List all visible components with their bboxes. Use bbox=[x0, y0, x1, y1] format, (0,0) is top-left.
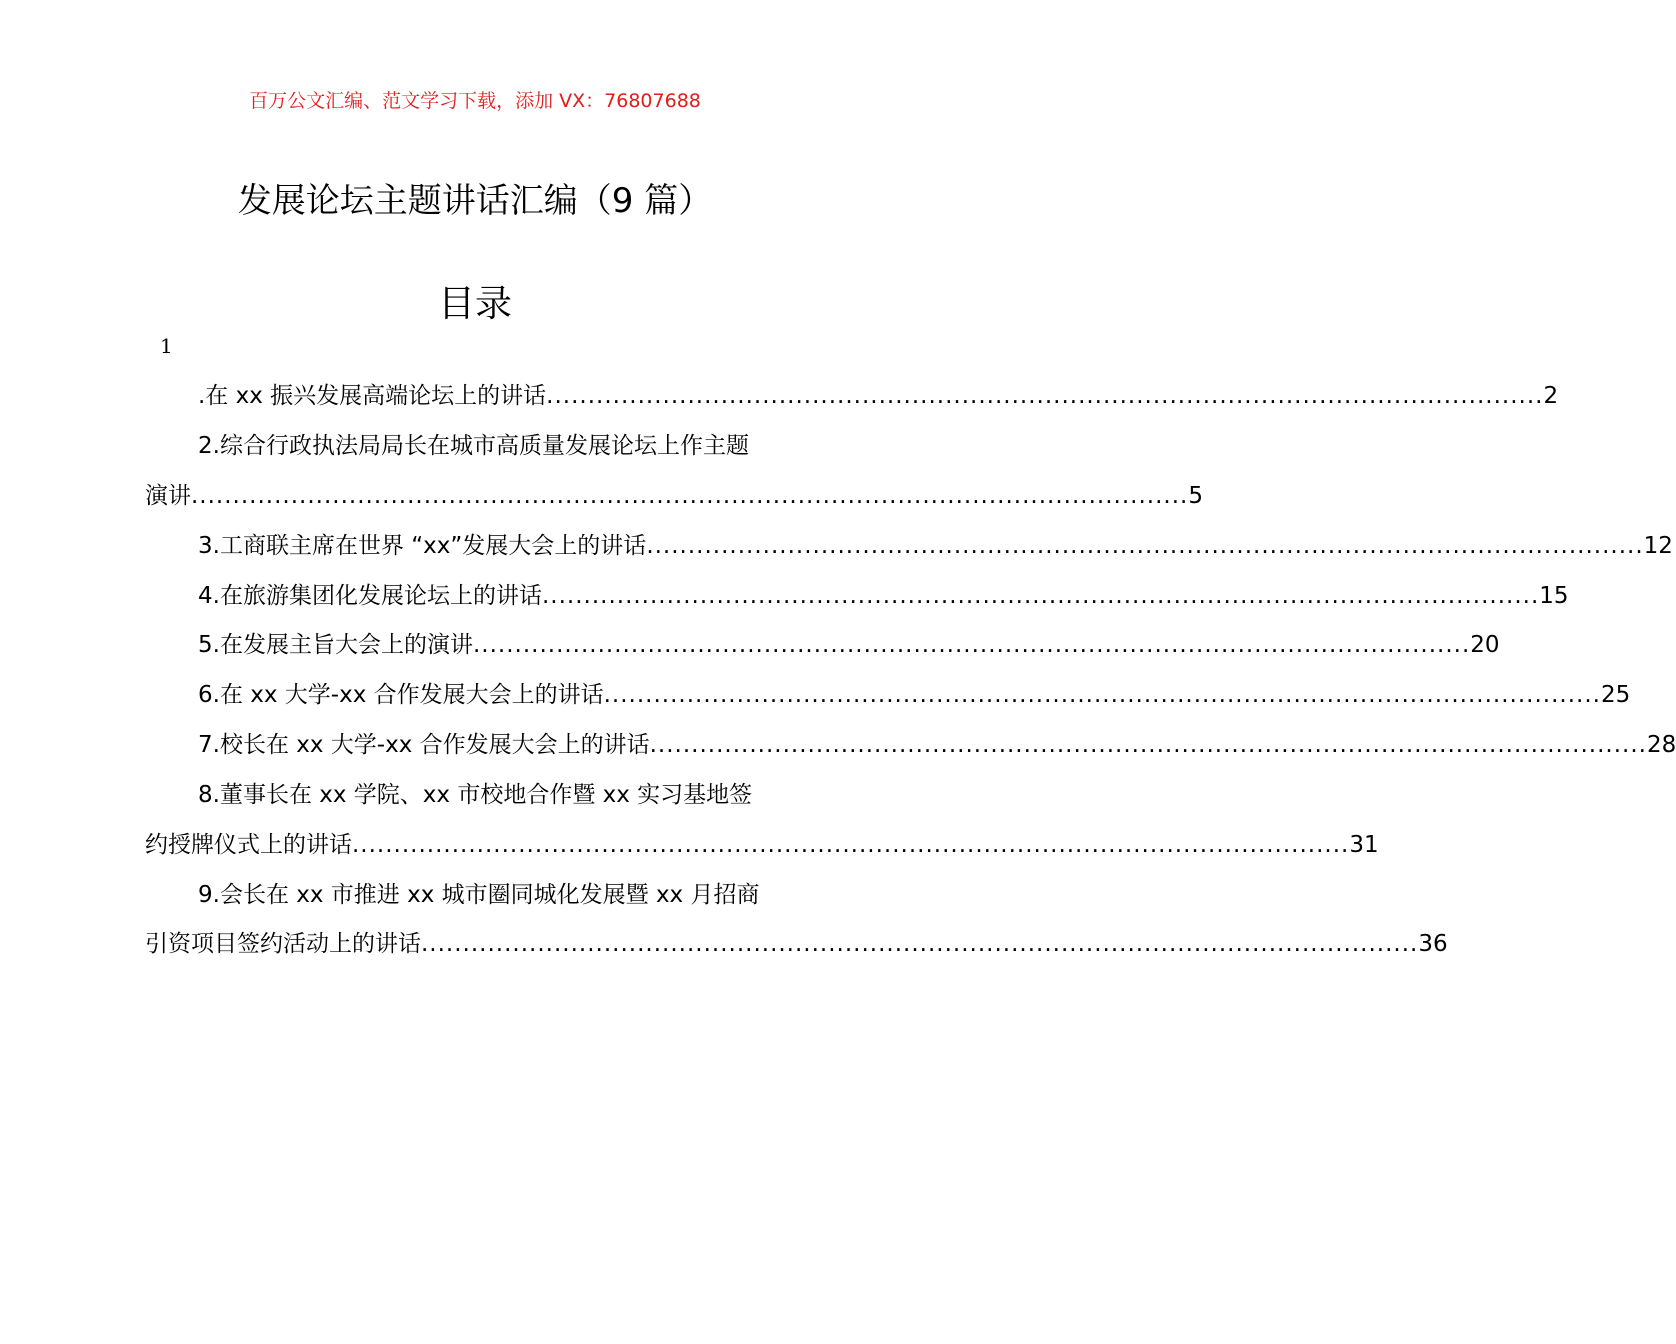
dot-leader: ........................................................................................................................ bbox=[472, 632, 1471, 658]
dot-leader: ........................................................................................................................ bbox=[421, 931, 1419, 957]
dot-leader: ........................................................................................................................ bbox=[603, 682, 1601, 708]
toc-entry-page: 12 bbox=[1643, 533, 1673, 559]
toc-entry-title: 3.工商联主席在世界 “xx”发展大会上的讲话 bbox=[198, 533, 647, 559]
toc-entry-title: 2.综合行政执法局局长在城市高质量发展论坛上作主题 bbox=[198, 433, 749, 459]
toc-entry-page: 36 bbox=[1418, 931, 1448, 957]
document-title: 发展论坛主题讲话汇编（9 篇） bbox=[237, 181, 713, 221]
dot-leader: ........................................................................................................................ bbox=[352, 832, 1350, 858]
dot-leader: ........................................................................................................................ bbox=[646, 533, 1644, 559]
toc-heading: 目录 bbox=[438, 282, 512, 325]
toc-entry-page: 31 bbox=[1349, 832, 1379, 858]
promo-banner: 百万公文汇编、范文学习下载，添加 VX：76807688 bbox=[249, 90, 701, 112]
stray-number: 1 bbox=[160, 334, 173, 358]
toc-entry-page: 28 bbox=[1646, 732, 1676, 758]
dot-leader: ........................................................................................................................ bbox=[541, 583, 1540, 609]
dot-leader: ........................................................................................................................ bbox=[191, 483, 1189, 509]
toc-entry-title: 6.在 xx 大学-xx 合作发展大会上的讲话 bbox=[198, 682, 604, 708]
toc-entry-title-cont: 演讲 bbox=[145, 483, 191, 509]
toc-entry-title: .在 xx 振兴发展高端论坛上的讲话 bbox=[198, 383, 547, 409]
toc-entry-page: 15 bbox=[1539, 583, 1569, 609]
toc-entry-title-cont: 引资项目签约活动上的讲话 bbox=[145, 931, 421, 957]
dot-leader: ........................................................................................................................ bbox=[546, 383, 1544, 409]
toc-entry-page: 25 bbox=[1600, 682, 1631, 708]
toc-entry-title: 5.在发展主旨大会上的演讲 bbox=[198, 632, 473, 658]
dot-leader: ........................................................................................................................ bbox=[649, 732, 1647, 758]
toc-entry-page: 2 bbox=[1543, 383, 1559, 409]
toc-entry-title: 4.在旅游集团化发展论坛上的讲话 bbox=[198, 583, 542, 609]
toc-entry-title: 9.会长在 xx 市推进 xx 城市圈同城化发展暨 xx 月招商 bbox=[198, 882, 760, 908]
toc-entry-page: 5 bbox=[1188, 483, 1203, 509]
toc-entry-title: 8.董事长在 xx 学院、xx 市校地合作暨 xx 实习基地签 bbox=[198, 782, 753, 808]
toc-entry-title: 7.校长在 xx 大学-xx 合作发展大会上的讲话 bbox=[198, 732, 650, 758]
toc-entry-page: 20 bbox=[1470, 632, 1500, 658]
toc-entry-title-cont: 约授牌仪式上的讲话 bbox=[145, 832, 352, 858]
